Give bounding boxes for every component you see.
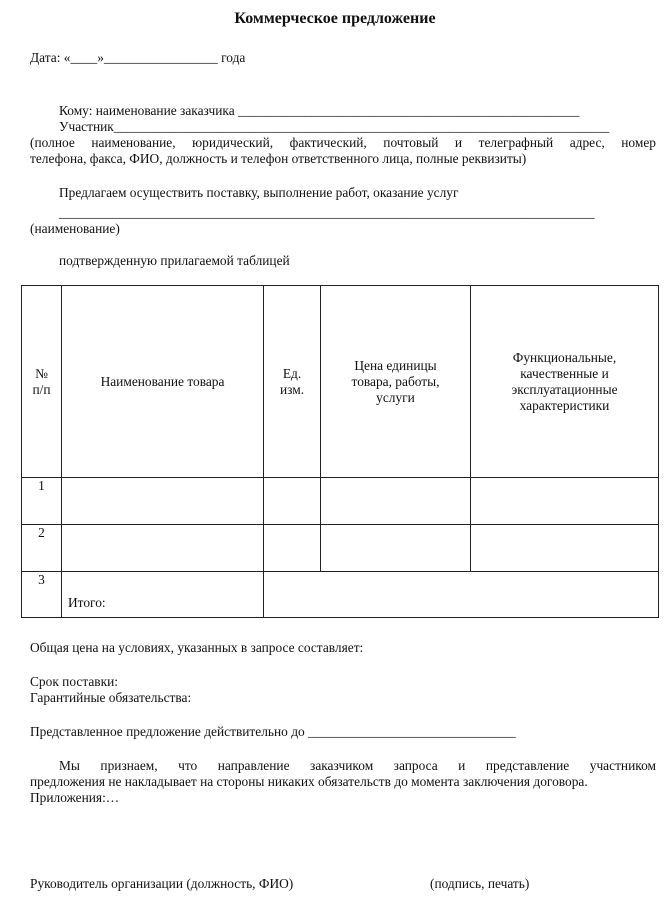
row-number: 1 [22,478,62,525]
disclaimer-line-1: Мы признаем, что направление заказчиком запроса и представление участником [59,758,656,773]
disclaimer-line-2: предложения не накладывает на стороны никаких обязательств до момента заключения договора. [30,774,588,789]
total-value-cell [264,572,659,618]
total-label: Итого: [62,572,264,618]
goods-table [21,285,659,618]
offer-line: Предлагаем осуществить поставку, выполнение работ, оказание услуг [59,185,459,200]
warranty-line: Гарантийные обязательства: [30,690,192,705]
header-num-line-1: № [35,365,48,381]
header-unit-line-1: Ед. [282,365,302,381]
participant-line: Участник__________________________________________________________________________ [59,119,610,134]
header-characteristics [471,286,659,478]
participant-note-line-2: телефона, факса, ФИО, должность и телефон ответственного лица, полные реквизиты) [30,151,527,166]
table-row [22,525,659,572]
row-cell [62,525,264,572]
page-title: Коммерческое предложение [234,10,436,27]
header-func-line-3: эксплуатационные [511,381,618,397]
table-row [22,478,659,525]
recipient-line: Кому: наименование заказчика ___________________________________________________ [59,103,580,118]
header-unit [264,286,321,478]
header-func-line-1: Функциональные, [512,349,617,365]
total-price-line: Общая цена на условиях, указанных в запросе составляет: [30,640,364,655]
header-func-line-2: качественные и [520,365,609,381]
row-cell [471,525,659,572]
header-num [22,286,62,478]
row-number: 3 [22,572,62,618]
header-unit-line-2: изм. [279,381,305,397]
header-name [62,286,264,478]
row-cell [264,525,321,572]
table-row-total [22,572,659,618]
offer-blank-line: ________________________________________________________________________________ [59,205,595,220]
signature-left: Руководитель организации (должность, ФИО) [30,876,294,891]
offer-name-caption: (наименование) [30,221,120,236]
header-price-line-3: услуги [376,389,415,405]
header-price [321,286,471,478]
row-cell [264,478,321,525]
header-price-line-2: товара, работы, [351,373,440,389]
row-cell [321,478,471,525]
row-cell [62,478,264,525]
participant-note-line-1: (полное наименование, юридический, фактический, почтовый и телеграфный адрес, номер [30,135,656,150]
header-func-line-4: характеристики [519,397,610,413]
date-line: Дата: «____»_________________ года [30,50,246,65]
row-cell [471,478,659,525]
row-number: 2 [22,525,62,572]
header-name-text: Наименование товара [100,373,225,389]
header-price-line-1: Цена единицы [354,357,437,373]
delivery-term: Срок поставки: [30,674,118,689]
row-cell [321,525,471,572]
header-num-line-2: п/п [32,381,51,397]
attachments-line: Приложения:… [30,790,120,805]
valid-until-line: Представленное предложение действительно до _______________________________ [30,724,516,739]
table-header-row [22,286,659,478]
confirmed-line: подтвержденную прилагаемой таблицей [59,253,290,268]
signature-right: (подпись, печать) [430,876,530,891]
